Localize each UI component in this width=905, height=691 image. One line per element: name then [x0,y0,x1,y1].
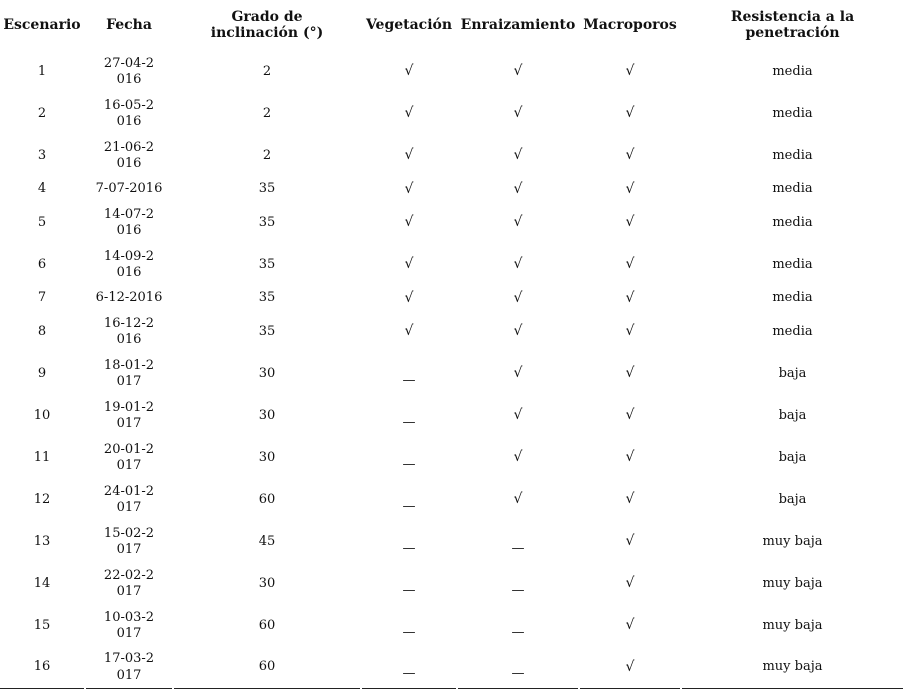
table-row [0,202,903,244]
cell-enraizamiento-value: √ [513,365,523,382]
cell-macroporos-value: √ [625,658,635,675]
cell-grado-value: 35 [258,256,276,272]
cell-fecha-value: 6-12-2016 [95,290,163,306]
cell-escenario-value: 7 [37,290,47,306]
table-row [0,521,903,563]
cell-macroporos [580,177,680,202]
cell-escenario-value: 5 [37,214,47,230]
cell-escenario [0,202,84,244]
cell-fecha-value: 7-07-2016 [95,181,163,197]
cell-resistencia [682,647,903,689]
cell-grado-value: 45 [258,533,276,549]
cell-escenario [0,395,84,437]
cell-escenario [0,177,84,202]
cell-fecha [86,51,172,93]
cell-escenario-value: 10 [33,407,51,423]
cell-escenario [0,437,84,479]
cell-resistencia-value: baja [778,365,807,381]
cell-fecha [86,647,172,689]
cell-enraizamiento-value: — [511,624,525,640]
cell-vegetacion-value: √ [404,289,414,306]
cell-resistencia [682,521,903,563]
cell-grado [174,521,360,563]
cell-grado [174,605,360,647]
cell-enraizamiento-value: — [511,666,525,682]
table-row [0,395,903,437]
cell-enraizamiento [458,286,578,311]
cell-grado [174,135,360,177]
cell-vegetacion [362,479,456,521]
cell-grado [174,647,360,689]
cell-fecha [86,353,172,395]
cell-vegetacion-value: √ [404,147,414,164]
cell-fecha-value: 14-09-2016 [103,248,155,280]
cell-fecha [86,605,172,647]
table-row [0,437,903,479]
cell-enraizamiento-value: √ [513,491,523,508]
cell-grado-value: 30 [258,407,276,423]
cell-enraizamiento [458,395,578,437]
header-enraizamiento: Enraizamiento [460,17,576,33]
cell-resistencia [682,244,903,286]
cell-fecha [86,563,172,605]
cell-enraizamiento-value: — [511,582,525,598]
cell-macroporos-value: √ [625,533,635,550]
cell-enraizamiento [458,244,578,286]
cell-resistencia-value: media [772,63,813,79]
table-row [0,311,903,353]
table-row [0,647,903,689]
cell-macroporos-value: √ [625,407,635,424]
cell-macroporos [580,135,680,177]
cell-escenario-value: 9 [37,365,47,381]
cell-grado [174,437,360,479]
cell-fecha-value: 14-07-2016 [103,206,155,238]
cell-escenario-value: 12 [33,491,51,507]
header-escenario: Escenario [3,17,81,33]
cell-vegetacion [362,93,456,135]
cell-enraizamiento-value: √ [513,256,523,273]
cell-resistencia-value: media [772,323,813,339]
cell-grado [174,202,360,244]
cell-enraizamiento-value: √ [513,105,523,122]
table-row [0,177,903,202]
cell-fecha-value: 21-06-2016 [103,139,155,171]
cell-resistencia [682,395,903,437]
cell-macroporos-value: √ [625,289,635,306]
cell-enraizamiento-value: √ [513,214,523,231]
cell-fecha [86,244,172,286]
cell-escenario-value: 16 [33,659,51,675]
cell-vegetacion-value: — [402,414,416,430]
cell-resistencia-value: muy baja [762,659,823,675]
cell-resistencia [682,135,903,177]
cell-vegetacion-value: — [402,582,416,598]
cell-resistencia [682,202,903,244]
cell-enraizamiento [458,177,578,202]
cell-resistencia [682,605,903,647]
cell-macroporos-value: √ [625,365,635,382]
cell-fecha [86,479,172,521]
cell-escenario [0,286,84,311]
cell-resistencia [682,437,903,479]
cell-escenario [0,353,84,395]
cell-resistencia-value: muy baja [762,533,823,549]
cell-vegetacion [362,563,456,605]
cell-macroporos [580,521,680,563]
cell-escenario-value: 2 [37,105,47,121]
cell-grado [174,395,360,437]
cell-resistencia-value: media [772,181,813,197]
cell-fecha-value: 27-04-2016 [103,55,155,87]
cell-grado-value: 60 [258,491,276,507]
table-row [0,286,903,311]
cell-enraizamiento-value: √ [513,289,523,306]
cell-macroporos-value: √ [625,214,635,231]
cell-enraizamiento [458,605,578,647]
table-row [0,563,903,605]
cell-enraizamiento-value: √ [513,323,523,340]
cell-vegetacion [362,605,456,647]
cell-escenario-value: 15 [33,617,51,633]
cell-grado-value: 30 [258,365,276,381]
cell-fecha-value: 16-05-2016 [103,97,155,129]
cell-escenario-value: 1 [37,63,47,79]
cell-vegetacion [362,286,456,311]
cell-vegetacion-value: — [402,498,416,514]
cell-vegetacion-value: √ [404,323,414,340]
cell-escenario [0,51,84,93]
cell-vegetacion [362,311,456,353]
cell-vegetacion-value: √ [404,256,414,273]
cell-grado-value: 60 [258,659,276,675]
cell-macroporos-value: √ [625,491,635,508]
cell-resistencia [682,177,903,202]
cell-escenario [0,93,84,135]
cell-enraizamiento-value: √ [513,407,523,424]
cell-fecha [86,311,172,353]
cell-resistencia-value: baja [778,491,807,507]
cell-vegetacion [362,135,456,177]
cell-grado [174,563,360,605]
header-row [0,0,903,51]
cell-fecha-value: 20-01-2017 [103,441,155,473]
cell-enraizamiento-value: √ [513,449,523,466]
cell-escenario [0,135,84,177]
cell-enraizamiento [458,311,578,353]
cell-vegetacion-value: — [402,540,416,556]
cell-vegetacion-value: √ [404,63,414,80]
cell-fecha-value: 18-01-2017 [103,357,155,389]
cell-macroporos-value: √ [625,63,635,80]
table-row [0,93,903,135]
cell-vegetacion [362,395,456,437]
cell-vegetacion [362,202,456,244]
cell-grado [174,177,360,202]
cell-macroporos [580,647,680,689]
cell-vegetacion-value: — [402,624,416,640]
cell-macroporos [580,605,680,647]
header-grado-inclinacion: Grado de inclinación (°) [210,9,324,41]
cell-macroporos [580,395,680,437]
cell-grado-value: 2 [262,63,272,79]
cell-macroporos [580,286,680,311]
cell-grado-value: 35 [258,214,276,230]
cell-grado-value: 30 [258,575,276,591]
cell-resistencia-value: media [772,256,813,272]
cell-grado [174,311,360,353]
cell-fecha [86,177,172,202]
cell-enraizamiento [458,521,578,563]
cell-enraizamiento-value: √ [513,147,523,164]
cell-vegetacion [362,244,456,286]
cell-enraizamiento [458,353,578,395]
cell-escenario [0,647,84,689]
cell-resistencia-value: muy baja [762,617,823,633]
cell-vegetacion-value: — [402,456,416,472]
cell-fecha [86,202,172,244]
cell-escenario-value: 14 [33,575,51,591]
cell-enraizamiento-value: — [511,540,525,556]
cell-macroporos [580,93,680,135]
cell-macroporos [580,51,680,93]
cell-escenario [0,563,84,605]
cell-vegetacion-value: — [402,372,416,388]
cell-fecha-value: 15-02-2017 [103,525,155,557]
cell-resistencia-value: media [772,147,813,163]
cell-fecha-value: 22-02-2017 [103,567,155,599]
cell-enraizamiento [458,563,578,605]
cell-resistencia-value: baja [778,407,807,423]
cell-resistencia [682,286,903,311]
cell-vegetacion [362,353,456,395]
cell-resistencia [682,51,903,93]
cell-resistencia-value: muy baja [762,575,823,591]
cell-fecha [86,437,172,479]
cell-macroporos-value: √ [625,617,635,634]
cell-grado-value: 2 [262,147,272,163]
cell-fecha [86,93,172,135]
cell-escenario-value: 4 [37,181,47,197]
cell-grado [174,286,360,311]
cell-escenario [0,311,84,353]
cell-escenario-value: 13 [33,533,51,549]
cell-enraizamiento [458,202,578,244]
cell-fecha [86,286,172,311]
cell-macroporos-value: √ [625,105,635,122]
table-row [0,51,903,93]
cell-escenario-value: 11 [33,449,51,465]
cell-macroporos [580,202,680,244]
cell-resistencia-value: media [772,214,813,230]
cell-macroporos [580,244,680,286]
cell-macroporos [580,353,680,395]
table-row [0,605,903,647]
header-resistencia: Resistencia a la penetración [730,9,855,41]
table-body [0,51,903,689]
cell-resistencia [682,353,903,395]
cell-resistencia [682,563,903,605]
cell-macroporos [580,311,680,353]
cell-resistencia [682,311,903,353]
cell-vegetacion-value: √ [404,105,414,122]
cell-fecha [86,521,172,563]
cell-grado-value: 30 [258,449,276,465]
cell-enraizamiento [458,437,578,479]
cell-grado [174,353,360,395]
cell-enraizamiento [458,51,578,93]
cell-macroporos [580,563,680,605]
cell-fecha [86,135,172,177]
cell-macroporos [580,479,680,521]
cell-vegetacion [362,437,456,479]
cell-vegetacion-value: √ [404,180,414,197]
header-vegetacion: Vegetación [365,17,453,33]
cell-vegetacion [362,521,456,563]
header-fecha: Fecha [106,17,152,33]
cell-escenario-value: 6 [37,256,47,272]
cell-grado [174,479,360,521]
cell-resistencia [682,479,903,521]
cell-grado-value: 2 [262,105,272,121]
cell-fecha-value: 17-03-2017 [103,651,155,683]
table-header [0,0,903,51]
cell-enraizamiento [458,93,578,135]
cell-fecha-value: 24-01-2017 [103,483,155,515]
cell-grado [174,93,360,135]
cell-grado [174,51,360,93]
cell-enraizamiento-value: √ [513,63,523,80]
table-row [0,244,903,286]
cell-vegetacion [362,177,456,202]
cell-resistencia-value: media [772,290,813,306]
cell-macroporos-value: √ [625,323,635,340]
cell-escenario-value: 8 [37,323,47,339]
cell-vegetacion [362,647,456,689]
cell-macroporos-value: √ [625,147,635,164]
table-row [0,479,903,521]
cell-grado-value: 35 [258,323,276,339]
cell-escenario [0,605,84,647]
cell-macroporos [580,437,680,479]
cell-grado-value: 35 [258,181,276,197]
cell-escenario-value: 3 [37,147,47,163]
cell-escenario [0,244,84,286]
cell-macroporos-value: √ [625,449,635,466]
cell-macroporos-value: √ [625,575,635,592]
cell-fecha-value: 19-01-2017 [103,399,155,431]
cell-grado-value: 35 [258,290,276,306]
cell-grado [174,244,360,286]
cell-fecha-value: 16-12-2016 [103,315,155,347]
table-row [0,135,903,177]
cell-grado-value: 60 [258,617,276,633]
cell-resistencia-value: baja [778,449,807,465]
cell-vegetacion-value: — [402,666,416,682]
cell-enraizamiento [458,135,578,177]
cell-enraizamiento [458,479,578,521]
cell-macroporos-value: √ [625,256,635,273]
cell-fecha [86,395,172,437]
cell-escenario [0,521,84,563]
cell-resistencia [682,93,903,135]
cell-escenario [0,479,84,521]
cell-vegetacion-value: √ [404,214,414,231]
cell-resistencia-value: media [772,105,813,121]
cell-macroporos-value: √ [625,180,635,197]
header-macroporos: Macroporos [583,17,677,33]
cell-vegetacion [362,51,456,93]
table-row [0,353,903,395]
cell-fecha-value: 10-03-2017 [103,609,155,641]
cell-enraizamiento-value: √ [513,180,523,197]
cell-enraizamiento [458,647,578,689]
